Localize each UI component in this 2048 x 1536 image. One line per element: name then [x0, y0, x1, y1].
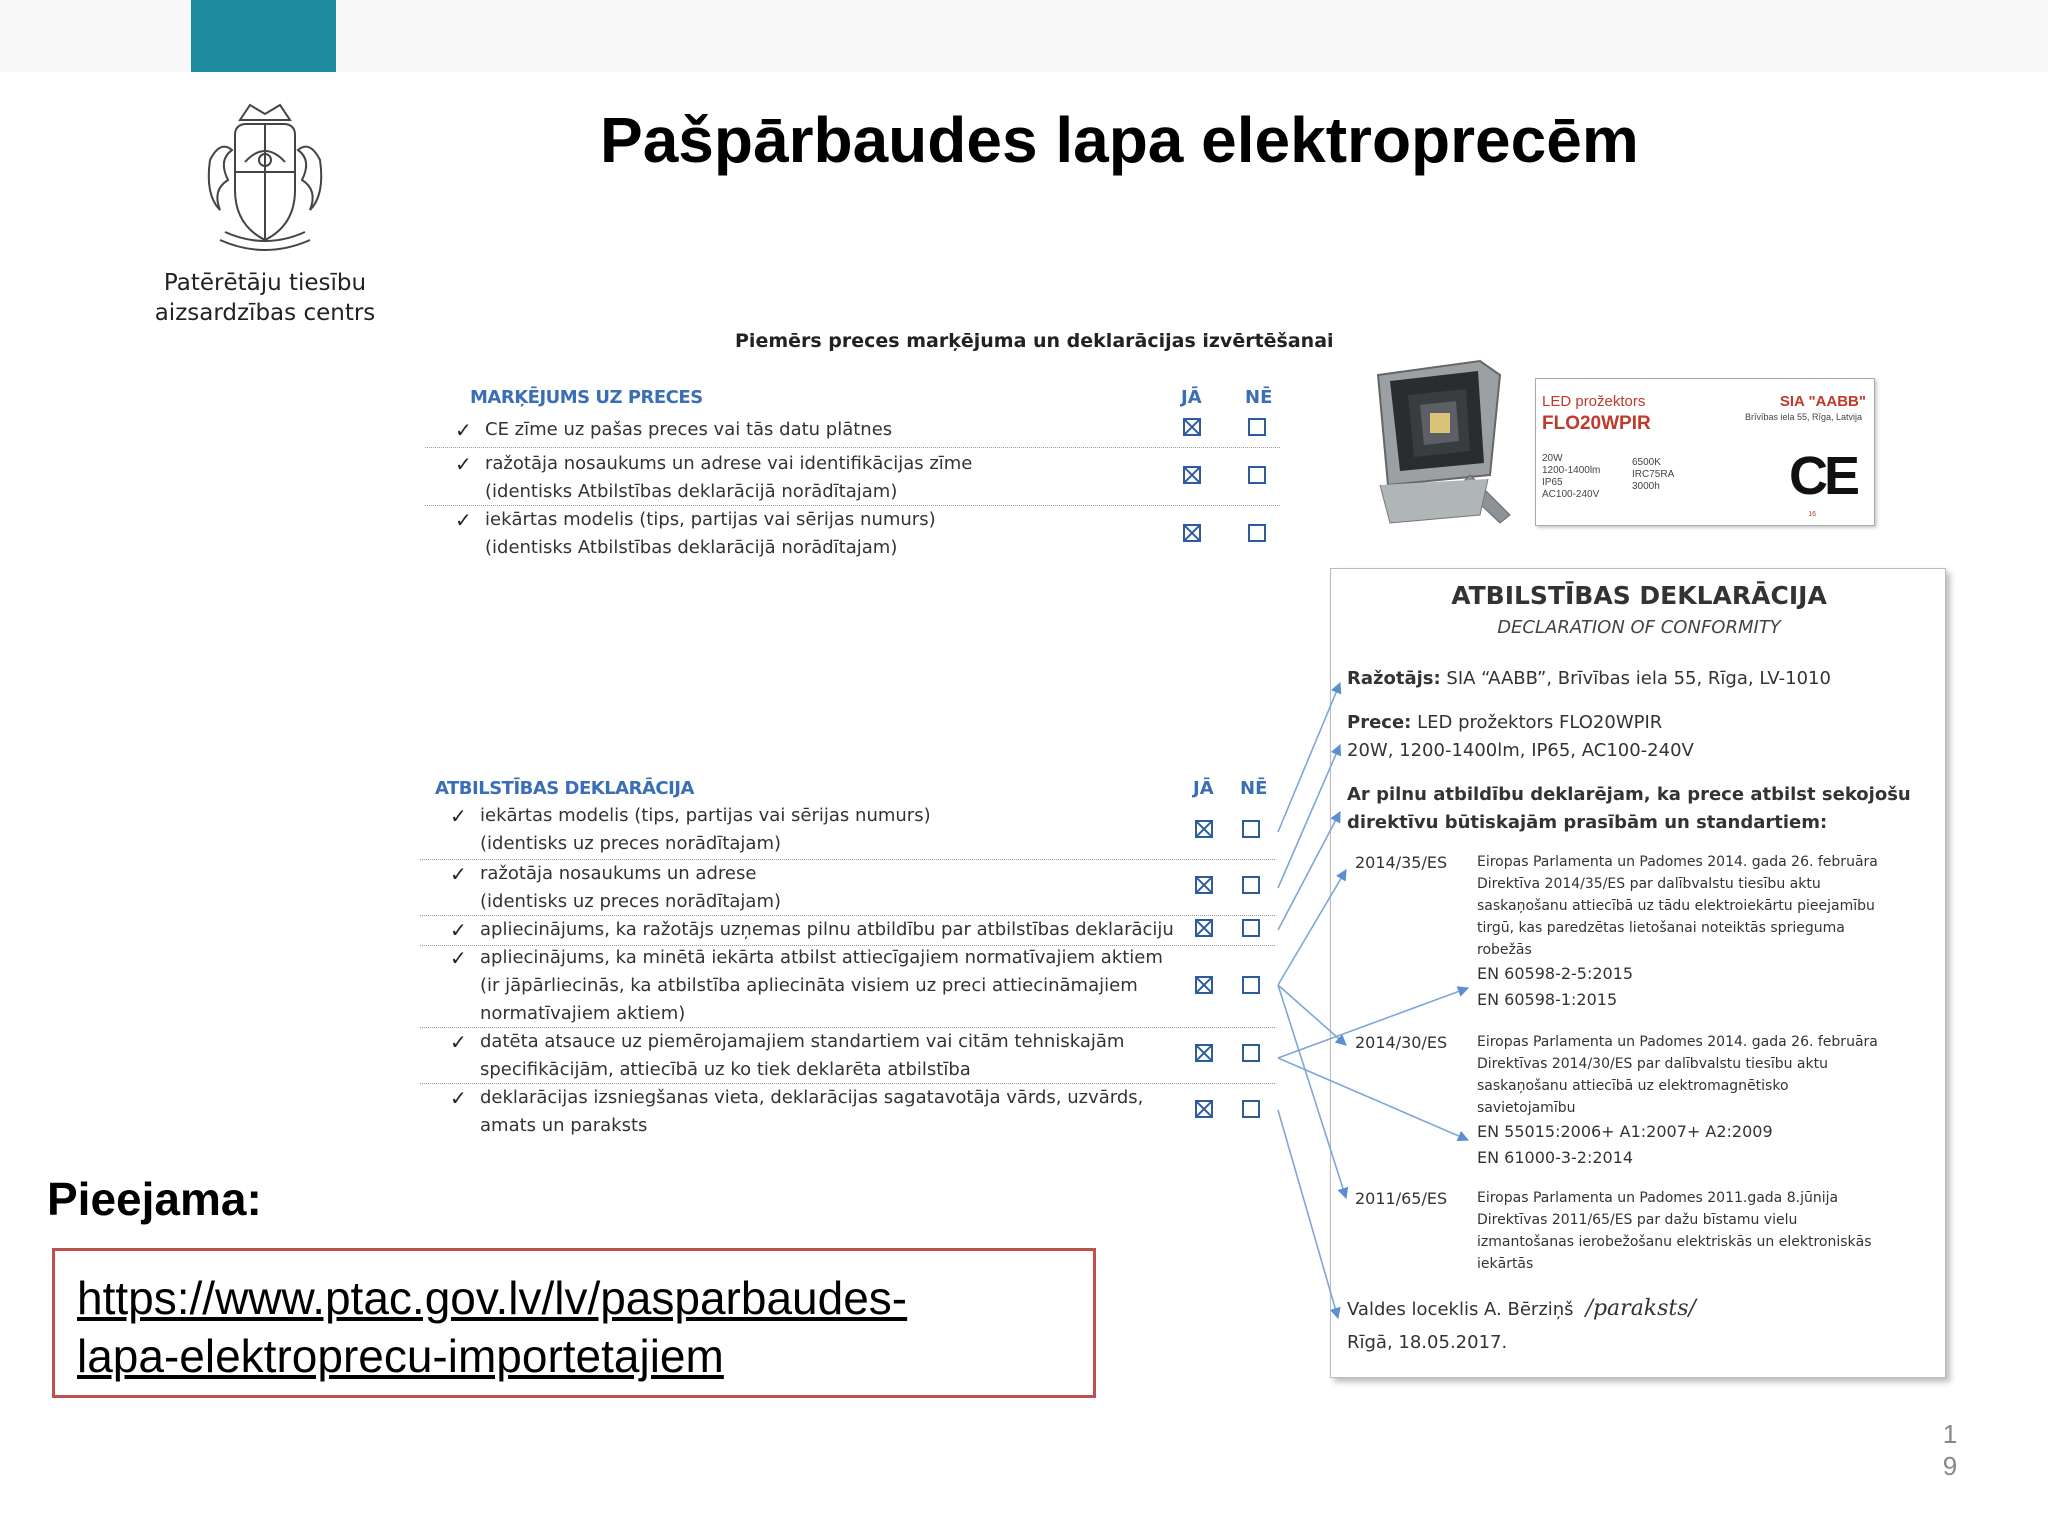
page-number [1936, 1418, 1964, 1482]
declaration-row [420, 944, 1275, 1028]
product-label-model: FLO20WPIR [1542, 413, 1651, 434]
declaration-col-no: NĒ [1240, 778, 1268, 799]
product-label [1535, 378, 1875, 526]
product-label-number: 16 [1808, 511, 1816, 518]
check-mark-icon: ✓ [450, 804, 467, 828]
accent-block [191, 0, 336, 72]
declaration-row [420, 1084, 1275, 1142]
yes-checkbox [1195, 876, 1213, 894]
check-mark-icon: ✓ [450, 862, 467, 886]
check-mark-icon: ✓ [450, 918, 467, 942]
led-floodlight-icon [1360, 355, 1520, 535]
declaration-product: Prece: LED prožektors FLO20WPIR [1347, 712, 1663, 733]
self-check-page-link[interactable] [77, 1269, 1077, 1385]
no-checkbox [1242, 876, 1260, 894]
yes-checkbox [1183, 524, 1201, 542]
organization-name-line1: Patērētāju tiesību [163, 270, 367, 296]
organization-name [150, 268, 380, 328]
example-heading: Piemērs preces marķējuma un deklarācijas izvērtēšanai [735, 330, 1334, 352]
check-mark-icon: ✓ [455, 452, 472, 476]
check-mark-icon: ✓ [455, 418, 472, 442]
marking-row-text: iekārtas modelis (tips, partijas vai sērijas numurs) (identisks Atbilstības deklarācijā norādītajam) [485, 509, 936, 558]
standard-item: EN 61000-3-2:2014 [1477, 1148, 1634, 1167]
yes-checkbox [1195, 976, 1213, 994]
declaration-row-text: apliecinājums, ka ražotājs uzņemas pilnu atbildību par atbilstības deklarāciju [480, 919, 1174, 940]
yes-checkbox [1183, 418, 1201, 436]
declaration-of-conformity [1330, 568, 1946, 1378]
marking-row [425, 506, 1280, 564]
no-checkbox [1248, 524, 1266, 542]
no-checkbox [1242, 1044, 1260, 1062]
declaration-subtitle: DECLARATION OF CONFORMITY [1497, 617, 1781, 638]
marking-col-yes: JĀ [1181, 387, 1202, 408]
declaration-row-text: ražotāja nosaukums un adrese (identisks uz preces norādītajam) [480, 863, 781, 912]
check-mark-icon: ✓ [450, 1030, 467, 1054]
standard-item: EN 60598-1:2015 [1477, 990, 1618, 1009]
marking-row [425, 450, 1280, 506]
check-mark-icon: ✓ [455, 508, 472, 532]
signature: /paraksts/ [1585, 1296, 1696, 1321]
link-box [52, 1248, 1096, 1398]
standard-item: EN 60598-2-5:2015 [1477, 964, 1634, 983]
check-mark-icon: ✓ [450, 946, 467, 970]
declaration-title: ATBILSTĪBAS DEKLARĀCIJA [1451, 581, 1827, 610]
page-number-digit2: 9 [1942, 1451, 1958, 1481]
coat-of-arms-icon [190, 100, 340, 260]
marking-row-text: ražotāja nosaukums un adrese vai identifikācijas zīme (identisks Atbilstības deklarācijā norādītajam) [485, 453, 973, 502]
yes-checkbox [1195, 820, 1213, 838]
marking-row-text: CE zīme uz pašas preces vai tās datu plātnes [485, 419, 893, 440]
directive-text: Eiropas Parlamenta un Padomes 2014. gada 26. februāra Direktīvas 2014/30/ES par dalībvalstu tiesību aktu saskaņošanu attiecībā uz elektromagnētisko savietojamību EN 55015:2006+ A1:2007+ A2:2009 EN 61000-3-2:2014 [1477, 1031, 1937, 1171]
product-label-company: SIA "AABB" [1779, 393, 1866, 410]
declaration-section-title: ATBILSTĪBAS DEKLARĀCIJA [435, 778, 694, 799]
directive-code: 2014/35/ES [1355, 853, 1448, 872]
directive-text: Eiropas Parlamenta un Padomes 2011.gada 8.jūnija Direktīvas 2011/65/ES par dažu bīstamu vielu izmantošanas ierobežošanu elektriskās un elektroniskās iekārtās [1477, 1190, 1872, 1272]
declaration-manufacturer: Ražotājs: SIA “AABB”, Brīvības iela 55, Rīga, LV-1010 [1347, 668, 1831, 689]
product-label-type: LED prožektors [1542, 393, 1646, 410]
no-checkbox [1242, 820, 1260, 838]
declaration-row [420, 916, 1275, 946]
yes-checkbox [1195, 1044, 1213, 1062]
directive-code: 2011/65/ES [1355, 1189, 1448, 1208]
product-label-address: Brīvības iela 55, Rīga, Latvija [1744, 412, 1862, 422]
product-label-specs-left: 20W 1200-1400lm IP65 AC100-240V [1542, 453, 1601, 500]
link-line1: https://www.ptac.gov.lv/lv/pasparbaudes- [77, 1272, 908, 1324]
declaration-row-text: apliecinājums, ka minētā iekārta atbilst attiecīgajiem normatīvajiem aktiem (ir jāpārliecinās, ka atbilstība apliecināta visiem uz preci attiecināmajiem normatīvajiem aktiem) [480, 947, 1163, 1024]
product-label-specs-right: 6500K IRC75RA 3000h [1632, 457, 1675, 492]
marking-row [425, 416, 1280, 448]
marking-section-title: MARĶĒJUMS UZ PRECES [470, 387, 703, 408]
no-checkbox [1242, 919, 1260, 937]
declaration-row-text: deklarācijas izsniegšanas vieta, deklarācijas sagatavotāja vārds, uzvārds, amats un paraksts [480, 1087, 1144, 1136]
slide-title: Pašpārbaudes lapa elektroprecēm [600, 104, 1639, 176]
declaration-col-yes: JĀ [1193, 778, 1214, 799]
standard-item: EN 55015:2006+ A1:2007+ A2:2009 [1477, 1122, 1773, 1141]
check-mark-icon: ✓ [450, 1086, 467, 1110]
no-checkbox [1242, 1100, 1260, 1118]
declaration-row-text: datēta atsauce uz piemērojamajiem standartiem vai citām tehniskajām specifikācijām, attiecībā uz ko tiek deklarēta atbilstība [480, 1031, 1125, 1080]
no-checkbox [1248, 418, 1266, 436]
organization-name-line2: aizsardzības centrs [154, 300, 376, 326]
declaration-row [420, 802, 1275, 860]
yes-checkbox [1195, 919, 1213, 937]
organization-logo [150, 100, 380, 330]
declaration-product-specs: 20W, 1200-1400lm, IP65, AC100-240V [1347, 740, 1694, 761]
yes-checkbox [1183, 466, 1201, 484]
declaration-statement-line2: direktīvu būtiskajām prasībām un standartiem: [1347, 812, 1828, 833]
declaration-row [420, 1028, 1275, 1084]
declaration-statement-line1: Ar pilnu atbildību deklarējam, ka prece atbilst sekojošu [1347, 784, 1911, 805]
declaration-row-text: iekārtas modelis (tips, partijas vai sērijas numurs) (identisks uz preces norādītajam) [480, 805, 931, 854]
available-label: Pieejama: [47, 1173, 262, 1225]
no-checkbox [1248, 466, 1266, 484]
declaration-row [420, 860, 1275, 916]
marking-col-no: NĒ [1245, 387, 1273, 408]
ce-mark-icon: CE [1788, 446, 1856, 506]
yes-checkbox [1195, 1100, 1213, 1118]
directive-code: 2014/30/ES [1355, 1033, 1448, 1052]
declaration-signer: Valdes loceklis A. Bērziņš /paraksts/ [1347, 1296, 1696, 1321]
page-number-digit1: 1 [1942, 1419, 1958, 1449]
declaration-place-date: Rīgā, 18.05.2017. [1347, 1332, 1508, 1353]
no-checkbox [1242, 976, 1260, 994]
link-line2: lapa-elektroprecu-importetajiem [77, 1330, 724, 1382]
directive-text: Eiropas Parlamenta un Padomes 2014. gada 26. februāra Direktīva 2014/35/ES par dalībvalstu tiesību aktu saskaņošanu attiecībā uz tādu elektroiekārtu pieejamību tirgū, kas paredzētas lietošanai noteiktās sprieguma robežās EN 60598-2-5:2015 EN 60598-1:2015 [1477, 851, 1937, 1013]
